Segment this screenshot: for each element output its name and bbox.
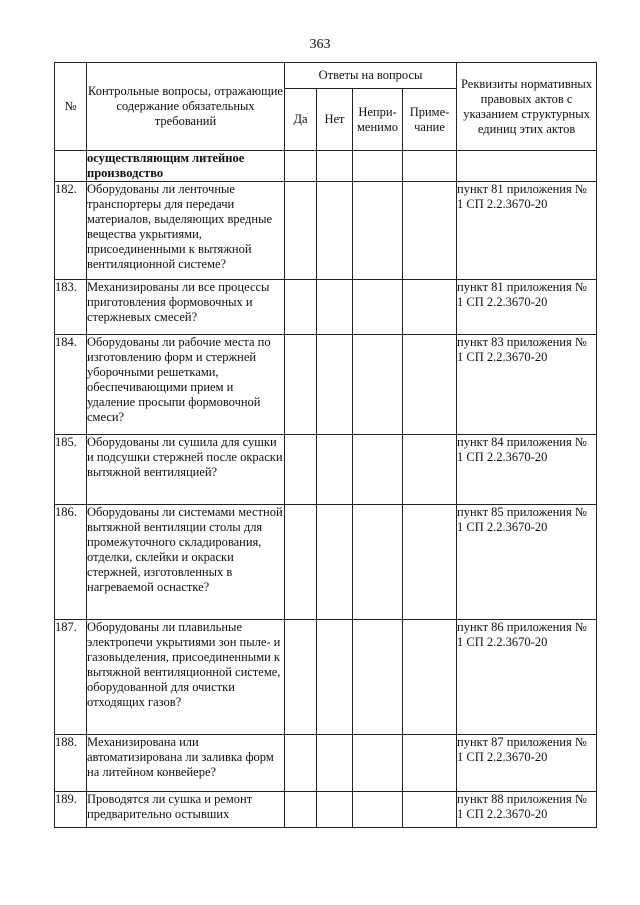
row-reference: пункт 87 приложения № 1 СП 2.2.3670-20	[457, 735, 597, 792]
answer-yes-cell[interactable]	[285, 735, 317, 792]
header-answer-yes: Да	[285, 89, 317, 151]
row-reference: пункт 83 приложения № 1 СП 2.2.3670-20	[457, 335, 597, 435]
row-question: Оборудованы ли плавильные электропечи укрытиями зон пыле- и газовыделения, присоединенными к вытяжной вентиляционной системе, оборудованной для очистки отходящих газов?	[87, 620, 285, 735]
answer-yes-cell[interactable]	[285, 620, 317, 735]
table-row	[55, 182, 597, 280]
row-reference: пункт 86 приложения № 1 СП 2.2.3670-20	[457, 620, 597, 735]
row-reference: пункт 81 приложения № 1 СП 2.2.3670-20	[457, 280, 597, 335]
answer-no-cell[interactable]	[317, 280, 353, 335]
table-row	[55, 435, 597, 505]
answer-na-cell[interactable]	[353, 505, 403, 620]
answer-yes-cell[interactable]	[285, 182, 317, 280]
answer-no-cell[interactable]	[317, 151, 353, 182]
header-question: Контрольные вопросы, отражающие содержание обязательных требований	[87, 63, 285, 151]
answer-yes-cell[interactable]	[285, 505, 317, 620]
checklist-table	[54, 62, 597, 828]
answer-note-cell[interactable]	[403, 151, 457, 182]
answer-no-cell[interactable]	[317, 735, 353, 792]
answer-note-cell[interactable]	[403, 735, 457, 792]
row-reference: пункт 84 приложения № 1 СП 2.2.3670-20	[457, 435, 597, 505]
answer-na-cell[interactable]	[353, 182, 403, 280]
answer-no-cell[interactable]	[317, 435, 353, 505]
row-reference: пункт 81 приложения № 1 СП 2.2.3670-20	[457, 182, 597, 280]
table-row	[55, 335, 597, 435]
answer-na-cell[interactable]	[353, 151, 403, 182]
answer-yes-cell[interactable]	[285, 280, 317, 335]
header-answer-na: Непри-менимо	[353, 89, 403, 151]
table-row	[55, 620, 597, 735]
answer-no-cell[interactable]	[317, 182, 353, 280]
row-question: Проводятся ли сушка и ремонт предварительно остывших	[87, 792, 285, 828]
answer-note-cell[interactable]	[403, 182, 457, 280]
section-number-cell	[55, 151, 87, 182]
header-row-top	[55, 63, 597, 89]
row-number: 182.	[55, 182, 87, 280]
row-number: 183.	[55, 280, 87, 335]
row-reference: пункт 88 приложения № 1 СП 2.2.3670-20	[457, 792, 597, 828]
header-number: №	[55, 63, 87, 151]
answer-na-cell[interactable]	[353, 435, 403, 505]
header-answer-note: Приме-чание	[403, 89, 457, 151]
header-answer-no: Нет	[317, 89, 353, 151]
row-question: Механизированы ли все процессы приготовления формовочных и стержневых смесей?	[87, 280, 285, 335]
row-number: 186.	[55, 505, 87, 620]
row-number: 188.	[55, 735, 87, 792]
row-number: 185.	[55, 435, 87, 505]
answer-yes-cell[interactable]	[285, 151, 317, 182]
table-row	[55, 792, 597, 828]
row-number: 189.	[55, 792, 87, 828]
answer-note-cell[interactable]	[403, 335, 457, 435]
answer-note-cell[interactable]	[403, 280, 457, 335]
answer-no-cell[interactable]	[317, 335, 353, 435]
answer-no-cell[interactable]	[317, 620, 353, 735]
section-title: осуществляющим литейное производство	[87, 151, 285, 182]
answer-na-cell[interactable]	[353, 335, 403, 435]
answer-note-cell[interactable]	[403, 620, 457, 735]
answer-note-cell[interactable]	[403, 505, 457, 620]
page-number: 363	[309, 37, 331, 52]
row-question: Оборудованы ли сушила для сушки и подсушки стержней после окраски вытяжной вентиляцией?	[87, 435, 285, 505]
answer-na-cell[interactable]	[353, 735, 403, 792]
header-references: Реквизиты нормативных правовых актов с указанием структурных единиц этих актов	[457, 63, 597, 151]
header-answers-group: Ответы на вопросы	[285, 63, 457, 89]
row-number: 184.	[55, 335, 87, 435]
row-number: 187.	[55, 620, 87, 735]
section-row	[55, 151, 597, 182]
answer-na-cell[interactable]	[353, 280, 403, 335]
answer-note-cell[interactable]	[403, 792, 457, 828]
answer-yes-cell[interactable]	[285, 792, 317, 828]
answer-yes-cell[interactable]	[285, 435, 317, 505]
answer-yes-cell[interactable]	[285, 335, 317, 435]
table-row	[55, 505, 597, 620]
answer-note-cell[interactable]	[403, 435, 457, 505]
table-row	[55, 280, 597, 335]
table-row	[55, 735, 597, 792]
row-question: Оборудованы ли ленточные транспортеры для передачи материалов, выделяющих вредные вещества укрытиями, присоединенными к вытяжной вентиляционной системе?	[87, 182, 285, 280]
reference-cell	[457, 151, 597, 182]
row-question: Оборудованы ли рабочие места по изготовлению форм и стержней уборочными решетками, обеспечивающими прием и удаление просыпи формовочной смеси?	[87, 335, 285, 435]
answer-no-cell[interactable]	[317, 505, 353, 620]
row-question: Механизирована или автоматизирована ли заливка форм на литейном конвейере?	[87, 735, 285, 792]
row-question: Оборудованы ли системами местной вытяжной вентиляции столы для промежуточного складирования, отделки, склейки и окраски стержней, изготовленных в нагреваемой оснастке?	[87, 505, 285, 620]
answer-na-cell[interactable]	[353, 620, 403, 735]
row-reference: пункт 85 приложения № 1 СП 2.2.3670-20	[457, 505, 597, 620]
answer-no-cell[interactable]	[317, 792, 353, 828]
answer-na-cell[interactable]	[353, 792, 403, 828]
